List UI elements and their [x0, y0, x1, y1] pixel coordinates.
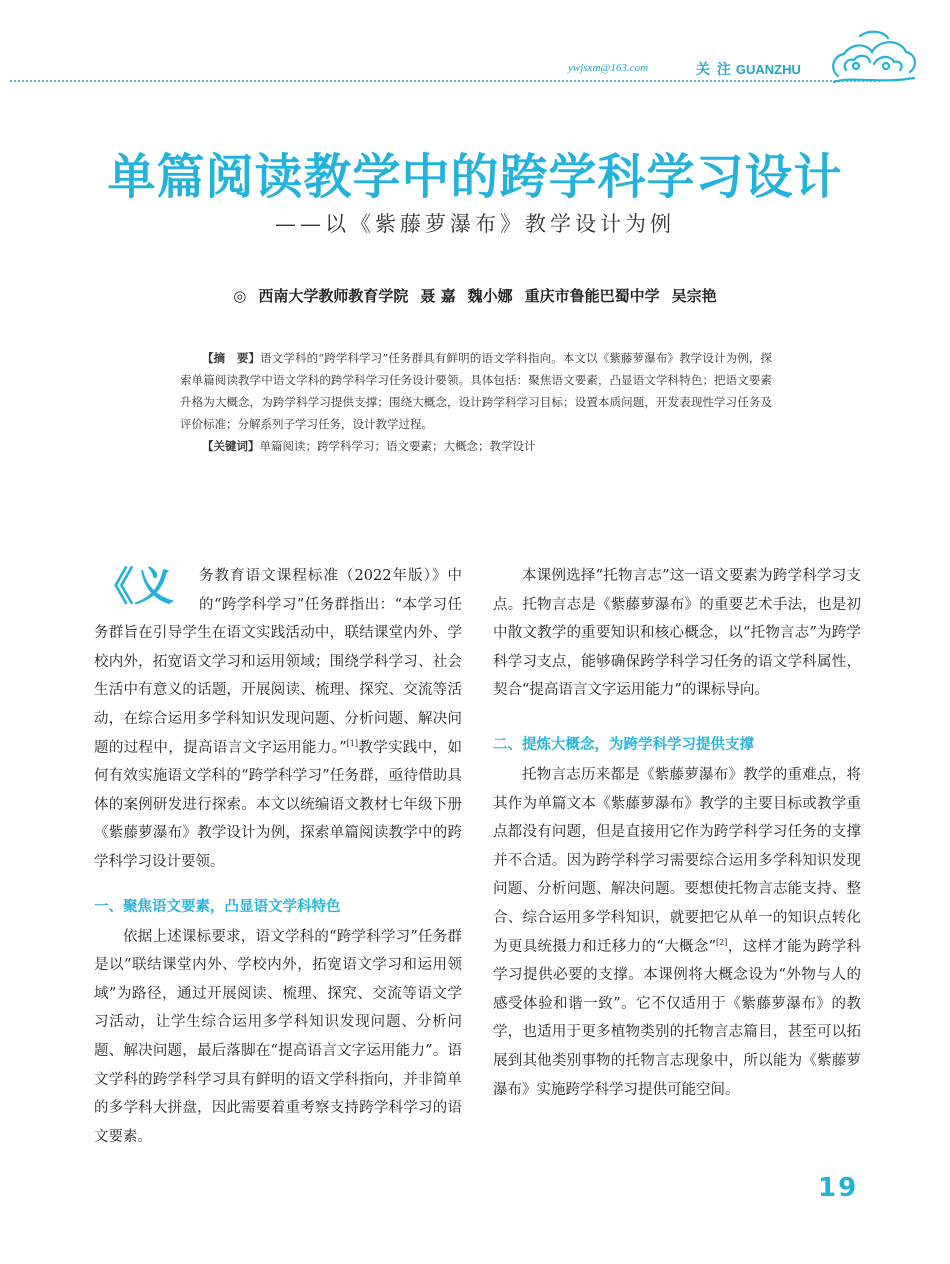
abstract-text: 语文学科的“跨学科学习”任务群具有鲜明的语文学科指向。本文以《紫藤萝瀑布》教学设计为例，探索单篇阅读教学中语文学科的跨学科学习任务设计要领。具体包括：聚焦语文要素，凸显语文学科特色；把语文要素升格为大概念，为跨学科学习提供支撑；围绕大概念，设计跨学科学习目标；设置本质问题，开发表现性学习任务及评价标准；分解系列子学习任务，设计教学过程。: [180, 351, 772, 431]
wave-cloud-icon: [820, 26, 920, 86]
keywords-paragraph: [180, 435, 772, 457]
author-marker: ◎: [233, 287, 247, 305]
author-line: [0, 285, 950, 306]
header-section-cn: 关 注: [696, 62, 732, 78]
author-2: 魏小娜: [467, 287, 513, 305]
dropcap: 《义: [94, 563, 174, 610]
body-column-left: [94, 562, 462, 1151]
citation-ref-1: [1]: [346, 738, 359, 748]
abstract-label: 【摘 要】: [202, 351, 261, 365]
affiliation-1: 西南大学教师教育学院: [258, 287, 409, 305]
intro-paragraph: [94, 562, 462, 877]
citation-ref-2: [2]: [716, 937, 728, 947]
section-2-text-a: 托物言志历来都是《紫藤萝瀑布》教学的重难点，将其作为单篇文本《紫藤萝瀑布》教学的主要目标或教学重点都没有问题，但是直接用它作为跨学科学习任务的支撑并不合适。因为跨学科学习需要综合运用多学科知识发现问题、分析问题、解决问题。要想使托物言志能支持、整合、综合运用多学科知识，就要把它从单一的知识点转化为更具统摄力和迁移力的“大概念”: [493, 766, 861, 955]
header-divider: [10, 80, 880, 82]
intro-text-1: 务教育语文课程标准（2022年版）》中的“跨学科学习”任务群指出：“本学习任务群旨在引导学生在语文实践活动中，联结课堂内外、学校内外，拓宽语文学习和运用领域；围绕学科学习、社会生活中有意义的话题，开展阅读、梳理、探究、交流等活动，在综合运用多学科知识发现问题、分析问题、解决问题的过程中，提高语言文字运用能力。”: [94, 568, 462, 756]
author-1: 聂 嘉: [420, 287, 456, 305]
section-1-paragraph: 依据上述课标要求，语文学科的“跨学科学习”任务群是以“联结课堂内外、学校内外，拓宽语文学习和运用领域”为路径，通过开展阅读、梳理、探究、交流等语文学习活动，让学生综合运用多学科知识发现问题、分析问题、解决问题，最后落脚在“提高语言文字运用能力”。语文学科的跨学科学习具有鲜明的语文学科指向，并非简单的多学科大拼盘，因此需要着重考察支持跨学科学习的语文要素。: [94, 928, 462, 1145]
section-heading-2: 二、提炼大概念，为跨学科学习提供支撑: [493, 736, 754, 753]
page-number: 19: [818, 1173, 859, 1203]
abstract-paragraph: [180, 347, 772, 435]
article-subtitle: ——以《紫藤萝瀑布》教学设计为例: [275, 212, 675, 236]
section-2-text-b: ，这样才能为跨学科学习提供必要的支撑。本课例将大概念设为“外物与人的感受体验和谐一致”。它不仅适用于《紫藤萝瀑布》的教学，也适用于更多植物类别的托物言志篇目，甚至可以拓展到其他类别事物的托物言志现象中，所以能为《紫藤萝瀑布》实施跨学科学习提供可能空间。: [493, 938, 861, 1098]
author-3: 吴宗艳: [671, 287, 717, 305]
header-section-label: [696, 59, 801, 79]
keywords-text: 单篇阅读；跨学科学习；语文要素；大概念；教学设计: [259, 439, 536, 453]
header-email: ywjsxm@163.com: [568, 62, 649, 74]
section-2-paragraph: [493, 761, 861, 1104]
intro-text-2: 教学实践中，如何有效实施语文学科的“跨学科学习”任务群，亟待借助具体的案例研发进行探索。本文以统编语文教材七年级下册《紫藤萝瀑布》教学设计为例，探索单篇阅读教学中的跨学科学习设计要领。: [94, 739, 462, 870]
abstract-block: [180, 347, 772, 457]
right-paragraph-1: 本课例选择“托物言志”这一语文要素为跨学科学习支点。托物言志是《紫藤萝瀑布》的重要艺术手法，也是初中散文教学的重要知识和核心概念，以“托物言志”为跨学科学习支点，能够确保跨学科学习任务的语文学科属性，契合“提高语言文字运用能力”的课标导向。: [493, 568, 861, 699]
header-section-en: GUANZHU: [735, 62, 801, 77]
section-heading-1: 一、聚焦语文要素，凸显语文学科特色: [94, 898, 341, 915]
body-column-right: [493, 562, 861, 1104]
affiliation-2: 重庆市鲁能巴蜀中学: [524, 287, 660, 305]
article-title: 单篇阅读教学中的跨学科学习设计: [107, 149, 843, 205]
keywords-label: 【关键词】: [202, 439, 260, 453]
